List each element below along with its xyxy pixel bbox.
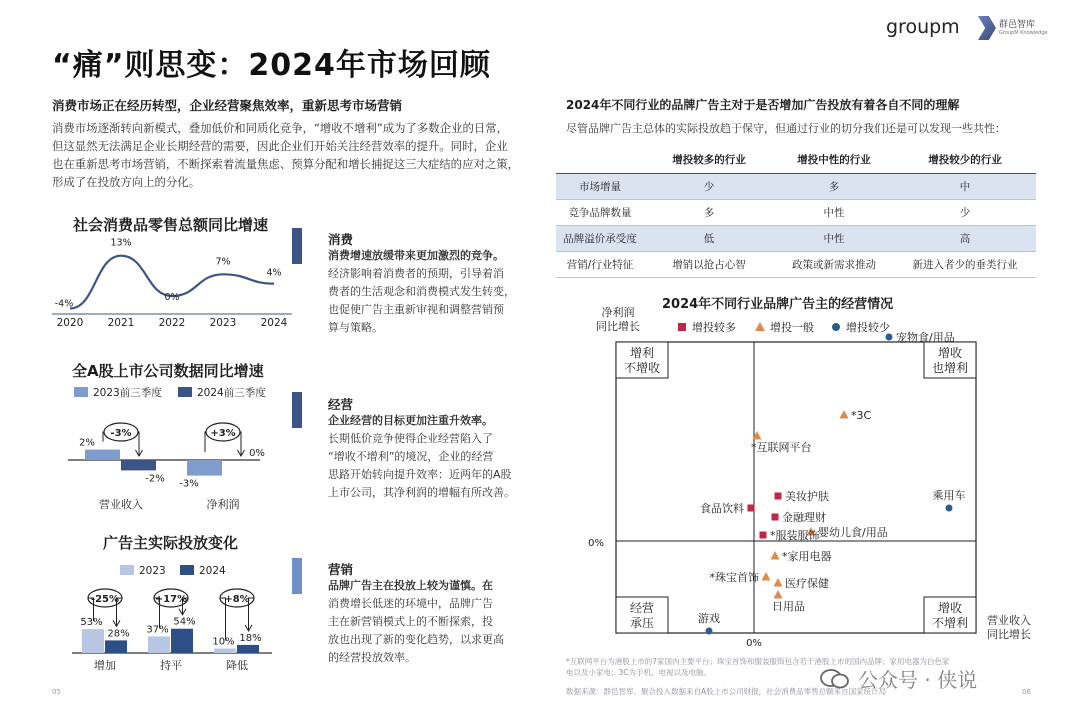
scatter-xlabel-line: 营业收入 xyxy=(987,614,1031,627)
scatter-point-label: *服装服饰 xyxy=(770,529,820,542)
bar xyxy=(121,460,156,470)
scatter-xlabel-line: 同比增长 xyxy=(987,628,1031,641)
note-accent-bar xyxy=(292,392,302,428)
bar-data-label: 2% xyxy=(79,437,95,449)
note-heading-operation: 经营 xyxy=(328,397,354,412)
chart1-data-label: -4% xyxy=(54,298,74,310)
table-header-cell xyxy=(556,147,644,173)
intro-line: 也在重新思考市场营销，不断探索着流量焦虑、预算分配和增长捕捉这三大症结的应对之策， xyxy=(52,157,520,171)
scatter-point-label: *互联网平台 xyxy=(751,441,812,454)
bar-data-label: 54% xyxy=(173,616,196,628)
bar-data-label: 18% xyxy=(239,632,262,644)
table-cell: 中性 xyxy=(774,199,894,225)
change-label: -3% xyxy=(110,428,132,439)
note-line: “增收不增利”的境况，企业的经营 xyxy=(328,450,494,463)
bar-data-label: -3% xyxy=(179,478,199,490)
scatter-point xyxy=(774,578,783,587)
note-body-operation xyxy=(328,412,515,502)
chart1-tick-label: 2023 xyxy=(209,317,237,329)
scatter-point-label: *珠宝首饰 xyxy=(709,571,759,584)
table-cell: 竞争品牌数量 xyxy=(556,199,644,225)
note-line: 消费增长低迷的环境中，品牌广告 xyxy=(328,597,493,610)
legend-label: 2024前三季度 xyxy=(197,387,266,399)
note-line: 长期低价竞争使得企业经营陷入了 xyxy=(328,432,493,445)
bar xyxy=(171,629,193,653)
note-line: 费者的生活观念和消费模式发生转变， xyxy=(328,285,515,298)
chart1-data-label: 4% xyxy=(266,267,282,279)
change-arrow-right xyxy=(138,432,139,456)
table-cell: 中 xyxy=(894,173,1036,199)
scatter-point-label: 食品饮料 xyxy=(700,502,744,515)
scatter-point-label: 游戏 xyxy=(698,612,720,625)
scatter-point xyxy=(946,505,953,512)
legend-triangle-icon xyxy=(755,322,765,331)
quadrant-bottom-left-text: 承压 xyxy=(629,616,655,630)
scatter-point xyxy=(775,493,782,500)
table-row xyxy=(556,173,1036,199)
scatter-point-label: 婴幼儿食/用品 xyxy=(818,526,888,539)
change-label: +17% xyxy=(154,594,188,605)
scatter-point xyxy=(771,551,780,560)
legend-swatch xyxy=(178,387,192,397)
scatter-title: 2024年不同行业品牌广告主的经营情况 xyxy=(662,297,894,312)
chart2-svg xyxy=(60,380,300,515)
table-cell: 新进入者少的垂类行业 xyxy=(894,251,1036,277)
note-line: 主在新营销模式上的不断探索，投 xyxy=(328,615,493,628)
table-header-row xyxy=(556,147,1036,173)
bar-data-label: 10% xyxy=(212,636,235,648)
bar xyxy=(148,636,170,653)
industry-subtext: 尽管品牌广告主总体的实际投放趋于保守，但通过行业的切分我们还是可以发现一些共性： xyxy=(566,122,1006,135)
change-label: -25% xyxy=(90,594,120,605)
table-cell: 中性 xyxy=(774,225,894,251)
bar xyxy=(85,450,120,460)
chart1-data-label: 7% xyxy=(215,256,231,268)
bar-data-label: 53% xyxy=(80,617,103,629)
table-header-cell: 增投较少的行业 xyxy=(894,147,1036,173)
table-cell: 增销以抢占心智 xyxy=(644,251,774,277)
watermark-text: 公众号 · 侠说 xyxy=(858,668,978,692)
chart1-data-label: 0% xyxy=(164,292,180,303)
scatter-point xyxy=(706,628,713,635)
bar xyxy=(187,460,222,476)
legend-label: 增投较少 xyxy=(846,321,890,334)
table-cell: 少 xyxy=(894,199,1036,225)
chart1-tick-label: 2022 xyxy=(158,317,186,329)
change-arrow-left xyxy=(205,432,206,452)
scatter-point-label: 宠物食/用品 xyxy=(896,331,955,344)
groupm-logo: groupm xyxy=(886,16,960,38)
scatter-point-label: *家用电器 xyxy=(782,550,832,563)
bar-category-label: 增加 xyxy=(94,659,116,672)
table-cell: 品牌溢价承受度 xyxy=(556,225,644,251)
legend-label: 2024 xyxy=(199,565,226,577)
intro-line: 消费市场逐渐转向新模式，叠加低价和同质化竞争，“增收不增利”成为了多数企业的日常， xyxy=(52,121,509,135)
page-number-right: 06 xyxy=(1022,688,1031,696)
bar-category-label: 营业收入 xyxy=(99,498,143,511)
footnote-line: *互联网平台为港股上市的7家国内主要平台；珠宝首饰和服装服饰包含若干港股上市的国内品牌；家用电器为白色家 xyxy=(566,657,950,666)
intro-heading: 消费市场正在经历转型，企业经营聚焦效率，重新思考市场营销 xyxy=(52,98,403,113)
note-line: 算与策略。 xyxy=(328,321,383,334)
legend-swatch xyxy=(74,387,88,397)
scatter-point-label: 美妆护肤 xyxy=(785,490,829,503)
note-body-consumption xyxy=(328,247,515,337)
qunyi-logo-en: GroupM Knowledge xyxy=(999,30,1048,36)
intro-line: 但这显然无法满足企业长期经营的需要，因此企业们开始关注经营效率的提升。同时，企业 xyxy=(52,139,508,153)
note-line: 上市公司，其净利润的增幅有所改善。 xyxy=(328,486,515,499)
qunyi-logo-mark-icon xyxy=(978,16,996,40)
note-bold-line: 消费增速放缓带来更加激烈的竞争。 xyxy=(328,249,504,262)
chart3-svg xyxy=(62,555,302,677)
legend-swatch xyxy=(180,565,194,575)
legend-label: 增投一般 xyxy=(770,321,814,334)
page-title: “痛”则思变：2024年市场回顾 xyxy=(52,48,491,83)
chart1-title: 社会消费品零售总额同比增速 xyxy=(73,216,269,234)
bar-category-label: 持平 xyxy=(160,659,182,672)
scatter-point-label: 乘用车 xyxy=(932,489,966,502)
bar-category-label: 降低 xyxy=(226,659,248,672)
note-heading-consumption: 消费 xyxy=(328,232,354,247)
chart1-tick-label: 2020 xyxy=(56,317,84,329)
bar-data-label: 28% xyxy=(107,628,130,640)
note-body-marketing xyxy=(328,577,504,667)
quadrant-top-left-text: 不增收 xyxy=(623,361,661,375)
quadrant-top-left-text: 增利 xyxy=(629,346,655,360)
table-cell: 少 xyxy=(644,173,774,199)
legend-swatch xyxy=(120,565,134,575)
note-bold-line: 企业经营的目标更加注重升效率。 xyxy=(328,414,493,427)
table-cell: 多 xyxy=(644,199,774,225)
legend-label: 2023 xyxy=(139,565,166,577)
bar xyxy=(82,629,104,653)
intro-paragraph xyxy=(52,119,532,191)
bar-data-label: 37% xyxy=(146,624,169,636)
note-accent-bar xyxy=(292,558,302,594)
table-row xyxy=(556,199,1036,225)
footnote-source: 数据来源：群邑智库、聚合投入数据来自A股上市公司财报，社会消费品零售总额来自国家统计局 xyxy=(566,687,887,696)
scatter-point xyxy=(840,410,849,419)
table-cell: 高 xyxy=(894,225,1036,251)
chart1-data-label: 13% xyxy=(110,237,132,249)
legend-label: 增投较多 xyxy=(692,321,736,334)
wechat-icon xyxy=(820,668,850,690)
scatter-point-label: 日用品 xyxy=(772,600,805,613)
note-line: 思路开始转向提升效率：近两年的A股 xyxy=(328,468,512,481)
scatter-point xyxy=(886,334,893,341)
footnote-line: 电以及小家电；3C为手机、电视以及电脑。 xyxy=(566,668,712,677)
chart1-tick-label: 2024 xyxy=(260,317,288,329)
scatter-origin-y-label: 0% xyxy=(588,538,604,549)
note-bold-line: 品牌广告主在投放上较为谨慎。在 xyxy=(328,579,493,592)
chart3-title: 广告主实际投放变化 xyxy=(103,534,239,552)
note-line: 经济影响着消费者的预期，引导着消 xyxy=(328,267,504,280)
chart2-title: 全A股上市公司数据同比增速 xyxy=(72,362,264,380)
bar-category-label: 净利润 xyxy=(206,498,240,511)
scatter-point xyxy=(760,532,767,539)
change-arrow-right xyxy=(240,432,241,456)
table-row xyxy=(556,251,1036,277)
quadrant-bottom-right-text: 增收 xyxy=(937,601,963,615)
scatter-origin-x-label: 0% xyxy=(746,638,762,649)
industry-table xyxy=(556,147,1036,278)
legend-square-icon xyxy=(678,323,686,331)
bar xyxy=(105,640,127,653)
table-cell: 多 xyxy=(774,173,894,199)
note-heading-marketing: 营销 xyxy=(328,562,354,577)
note-accent-bar xyxy=(292,228,302,264)
scatter-point xyxy=(762,572,771,581)
table-cell: 低 xyxy=(644,225,774,251)
legend-circle-icon xyxy=(832,323,840,331)
bar-data-label: -2% xyxy=(145,473,165,485)
industry-heading: 2024年不同行业的品牌广告主对于是否增加广告投放有着各自不同的理解 xyxy=(566,98,960,112)
qunyi-logo-cn: 群邑智库 xyxy=(999,20,1036,30)
change-label: +3% xyxy=(210,428,236,439)
note-line: 也促使广告主重新审视和调整营销预 xyxy=(328,303,504,316)
quadrant-bottom-right-text: 不增利 xyxy=(931,616,969,630)
change-label: +8% xyxy=(224,594,250,605)
bar xyxy=(214,649,236,654)
table-header-cell: 增投中性的行业 xyxy=(774,147,894,173)
scatter-point xyxy=(748,505,755,512)
scatter-point xyxy=(772,514,779,521)
intro-line: 形成了在投放方向上的分化。 xyxy=(52,175,201,189)
scatter-point-label: *3C xyxy=(851,409,872,422)
quadrant-top-right-text: 增收 xyxy=(937,346,963,360)
table-cell: 市场增量 xyxy=(556,173,644,199)
scatter-ylabel-line: 同比增长 xyxy=(596,320,640,333)
page-number-left: 05 xyxy=(52,688,61,696)
chart1-tick-label: 2021 xyxy=(107,317,135,329)
qunyi-logo xyxy=(978,16,1048,42)
table-header-cell: 增投较多的行业 xyxy=(644,147,774,173)
table-cell: 营销/行业特征 xyxy=(556,251,644,277)
bar-data-label: 0% xyxy=(249,448,265,459)
chart1-svg xyxy=(48,232,298,332)
note-line: 的经营投放效率。 xyxy=(328,651,416,664)
scatter-svg xyxy=(580,331,1000,650)
note-line: 放也出现了新的变化趋势，以求更高 xyxy=(328,633,504,646)
quadrant-top-right-text: 也增利 xyxy=(931,361,969,375)
scatter-point-label: 医疗保健 xyxy=(785,577,829,590)
quadrant-bottom-left-text: 经营 xyxy=(629,601,655,615)
scatter-ylabel-line: 净利润 xyxy=(601,306,635,319)
scatter-point xyxy=(774,590,783,599)
table-row xyxy=(556,225,1036,251)
scatter-point-label: 金融理财 xyxy=(782,511,826,524)
bar xyxy=(237,645,259,653)
table-cell: 政策或新需求推动 xyxy=(774,251,894,277)
legend-label: 2023前三季度 xyxy=(93,387,162,399)
